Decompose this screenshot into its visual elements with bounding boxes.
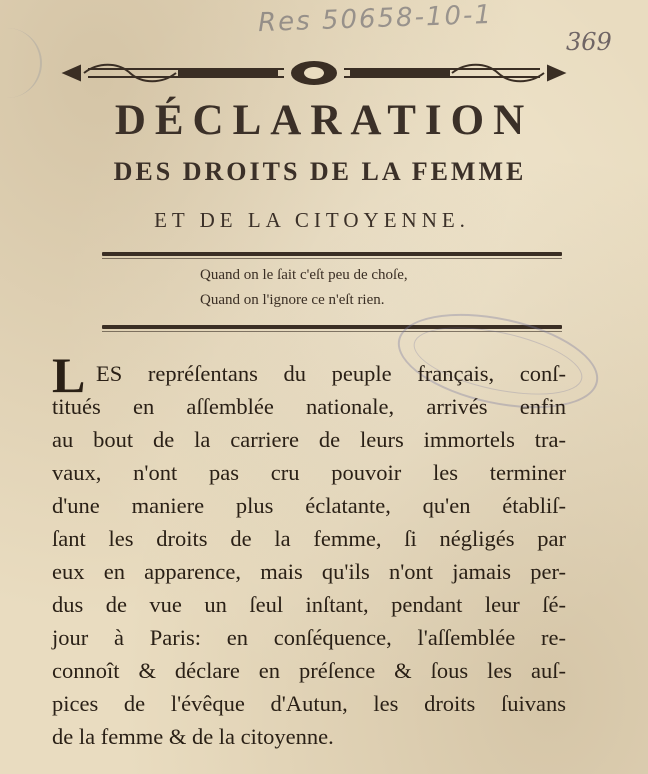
- epigraph-line: Quand on l'ignore ce n'eſt rien.: [200, 292, 385, 308]
- ornamental-headpiece: [58, 60, 570, 86]
- document-subtitle-line-2: ET DE LA CITOYENNE.: [154, 208, 470, 232]
- horizontal-rule: [102, 252, 562, 256]
- body-text-line: au bout de la carriere de leurs immortels tra-: [52, 427, 566, 452]
- epigraph-line: Quand on le ſait c'eſt peu de choſe,: [200, 267, 408, 283]
- body-text-line: jour à Paris: en conſéquence, l'aſſemblée re-: [52, 625, 566, 650]
- body-text-line: d'une maniere plus éclatante, qu'en établiſ-: [52, 493, 566, 518]
- document-title: DÉCLARATION: [114, 97, 534, 144]
- folio-number: 369: [566, 28, 612, 56]
- body-text-line: connoît & déclare en préſence & ſous les auſ-: [52, 658, 566, 683]
- body-text-line: ſant les droits de la femme, ſi négligés par: [52, 526, 566, 551]
- body-text-line: titués en aſſemblée nationale, arrivés enfin: [52, 394, 566, 419]
- body-text-line: dus de vue un ſeul inſtant, pendant leur ſé-: [52, 592, 566, 617]
- body-text-line: ES repréſentans du peuple français, conſ-: [96, 361, 566, 386]
- drop-cap: L: [52, 347, 86, 403]
- body-text-line: pices de l'évêque d'Autun, les droits ſuivans: [52, 691, 566, 716]
- body-text-line: vaux, n'ont pas cru pouvoir les terminer: [52, 460, 566, 485]
- shelfmark-annotation: Res 50658-10-1: [257, 0, 494, 39]
- library-stamp-fragment: [0, 28, 42, 98]
- body-text-line: eux en apparence, mais qu'ils n'ont jamais per-: [52, 559, 566, 584]
- body-text-line: de la femme & de la citoyenne.: [52, 724, 334, 749]
- document-subtitle-line-1: DES DROITS DE LA FEMME: [113, 157, 527, 186]
